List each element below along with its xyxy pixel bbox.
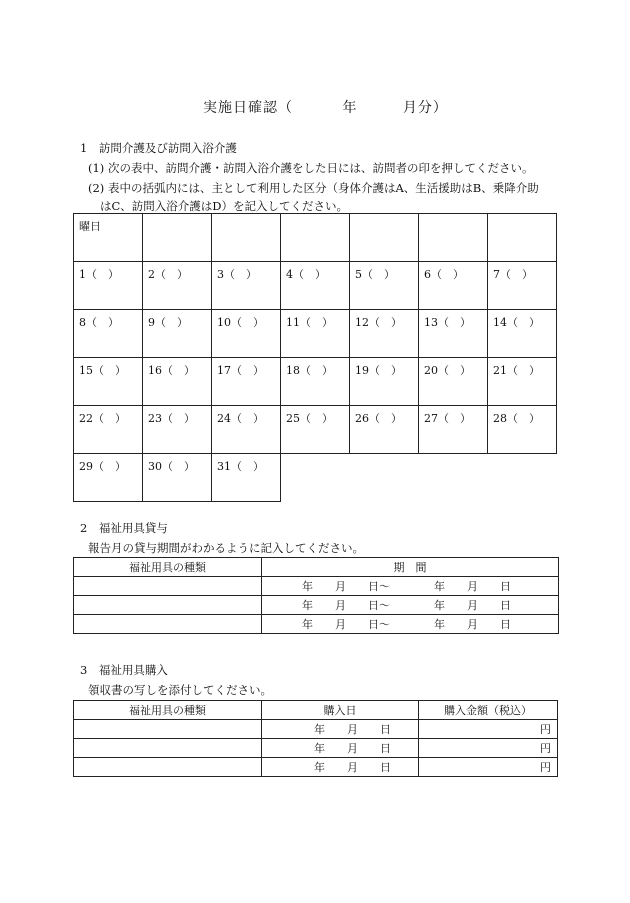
day-label: 8（ ） (79, 316, 119, 329)
day-cell[interactable] (212, 262, 281, 310)
day-cell[interactable] (419, 358, 488, 406)
day-label: 13（ ） (424, 316, 471, 329)
empty-cell (488, 454, 557, 502)
header-item: 福祉用具の種類 (74, 701, 262, 720)
item-cell[interactable] (74, 720, 262, 739)
day-cell[interactable] (212, 406, 281, 454)
day-cell[interactable] (350, 262, 419, 310)
day-label: 28（ ） (493, 412, 540, 425)
calendar-row (74, 454, 557, 502)
weekday-cell[interactable] (350, 214, 419, 262)
day-cell[interactable] (281, 310, 350, 358)
day-label: 10（ ） (217, 316, 264, 329)
section1-note2b: はC、訪問入浴介護はD）を記入してください。 (100, 199, 349, 213)
weekday-label: 曜日 (79, 220, 101, 233)
section2-note: 報告月の貸与期間がわかるように記入してください。 (88, 541, 364, 555)
calendar-table (73, 213, 557, 502)
day-label: 3（ ） (217, 268, 257, 281)
day-cell[interactable] (419, 406, 488, 454)
calendar-row (74, 262, 557, 310)
amount-cell[interactable]: 円 (419, 758, 558, 777)
day-label: 18（ ） (286, 364, 333, 377)
day-cell[interactable] (488, 310, 557, 358)
day-cell[interactable] (281, 406, 350, 454)
day-label: 2（ ） (148, 268, 188, 281)
calendar-row (74, 310, 557, 358)
day-label: 24（ ） (217, 412, 264, 425)
day-label: 17（ ） (217, 364, 264, 377)
period-cell[interactable]: 年 月 日～ 年 月 日 (262, 577, 559, 596)
day-label: 22（ ） (79, 412, 126, 425)
calendar-row (74, 358, 557, 406)
day-cell[interactable] (143, 454, 212, 502)
amount-cell[interactable]: 円 (419, 720, 558, 739)
day-label: 19（ ） (355, 364, 402, 377)
day-cell[interactable] (74, 406, 143, 454)
section3-heading: 3 福祉用具購入 (80, 663, 168, 677)
period-cell[interactable]: 年 月 日～ 年 月 日 (262, 615, 559, 634)
weekday-row (74, 214, 557, 262)
day-label: 4（ ） (286, 268, 326, 281)
day-cell[interactable] (143, 406, 212, 454)
day-label: 26（ ） (355, 412, 402, 425)
day-label: 11（ ） (286, 316, 333, 329)
day-cell[interactable] (74, 262, 143, 310)
day-label: 27（ ） (424, 412, 471, 425)
day-label: 23（ ） (148, 412, 195, 425)
day-cell[interactable] (74, 454, 143, 502)
page-title (203, 97, 448, 117)
table-row (74, 577, 559, 596)
header-item: 福祉用具の種類 (74, 558, 262, 577)
day-label: 31（ ） (217, 460, 264, 473)
purchase-header-row (74, 701, 558, 720)
header-period: 期 間 (262, 558, 559, 577)
rental-table (73, 557, 559, 634)
day-label: 15（ ） (79, 364, 126, 377)
day-cell[interactable] (143, 262, 212, 310)
amount-cell[interactable]: 円 (419, 739, 558, 758)
rental-header-row (74, 558, 559, 577)
day-cell[interactable] (74, 358, 143, 406)
day-label: 9（ ） (148, 316, 188, 329)
day-label: 6（ ） (424, 268, 464, 281)
item-cell[interactable] (74, 615, 262, 634)
empty-cell (350, 454, 419, 502)
day-label: 20（ ） (424, 364, 471, 377)
empty-cell (419, 454, 488, 502)
day-label: 29（ ） (79, 460, 126, 473)
table-row (74, 739, 558, 758)
day-label: 5（ ） (355, 268, 395, 281)
day-cell[interactable] (143, 358, 212, 406)
section3-note: 領収書の写しを添付してください。 (88, 683, 272, 697)
calendar-row (74, 406, 557, 454)
section1-heading: 1 訪問介護及び訪問入浴介護 (80, 141, 237, 155)
day-label: 14（ ） (493, 316, 540, 329)
day-label: 21（ ） (493, 364, 540, 377)
weekday-cell[interactable] (488, 214, 557, 262)
table-row (74, 758, 558, 777)
table-row (74, 596, 559, 615)
day-cell[interactable] (419, 262, 488, 310)
day-label: 1（ ） (79, 268, 119, 281)
day-cell[interactable] (350, 310, 419, 358)
day-cell[interactable] (281, 262, 350, 310)
title-year: 年 (342, 100, 358, 116)
period-cell[interactable]: 年 月 日～ 年 月 日 (262, 596, 559, 615)
section2-heading: 2 福祉用具貸与 (80, 521, 168, 535)
item-cell[interactable] (74, 596, 262, 615)
day-cell[interactable] (419, 310, 488, 358)
day-label: 25（ ） (286, 412, 333, 425)
purchase-table (73, 700, 558, 777)
day-label: 12（ ） (355, 316, 402, 329)
day-label: 16（ ） (148, 364, 195, 377)
day-cell[interactable] (212, 358, 281, 406)
day-cell[interactable] (143, 310, 212, 358)
weekday-label-cell (74, 214, 143, 262)
weekday-cell[interactable] (281, 214, 350, 262)
header-date: 購入日 (262, 701, 419, 720)
day-cell[interactable] (488, 358, 557, 406)
item-cell[interactable] (74, 758, 262, 777)
section1-note2a: (2) 表中の括弧内には、主として利用した区分（身体介護はA、生活援助はB、乗降介助 (88, 181, 539, 195)
item-cell[interactable] (74, 739, 262, 758)
table-row (74, 720, 558, 739)
date-cell[interactable]: 年 月 日 (262, 720, 419, 739)
date-cell[interactable]: 年 月 日 (262, 758, 419, 777)
table-row (74, 615, 559, 634)
day-cell[interactable] (74, 310, 143, 358)
day-cell[interactable] (350, 406, 419, 454)
header-amount: 購入金額（税込） (419, 701, 558, 720)
day-cell[interactable] (212, 454, 281, 502)
weekday-cell[interactable] (143, 214, 212, 262)
day-label: 30（ ） (148, 460, 195, 473)
day-cell[interactable] (350, 358, 419, 406)
section1-note1: (1) 次の表中、訪問介護・訪問入浴介護をした日には、訪問者の印を押してください。 (88, 161, 534, 175)
item-cell[interactable] (74, 577, 262, 596)
weekday-cell[interactable] (212, 214, 281, 262)
day-label: 7（ ） (493, 268, 533, 281)
title-month: 月分） (402, 100, 448, 116)
title-prefix: 実施日確認（ (203, 100, 293, 116)
day-cell[interactable] (488, 262, 557, 310)
day-cell[interactable] (212, 310, 281, 358)
day-cell[interactable] (281, 358, 350, 406)
weekday-cell[interactable] (419, 214, 488, 262)
day-cell[interactable] (488, 406, 557, 454)
date-cell[interactable]: 年 月 日 (262, 739, 419, 758)
empty-cell (281, 454, 350, 502)
